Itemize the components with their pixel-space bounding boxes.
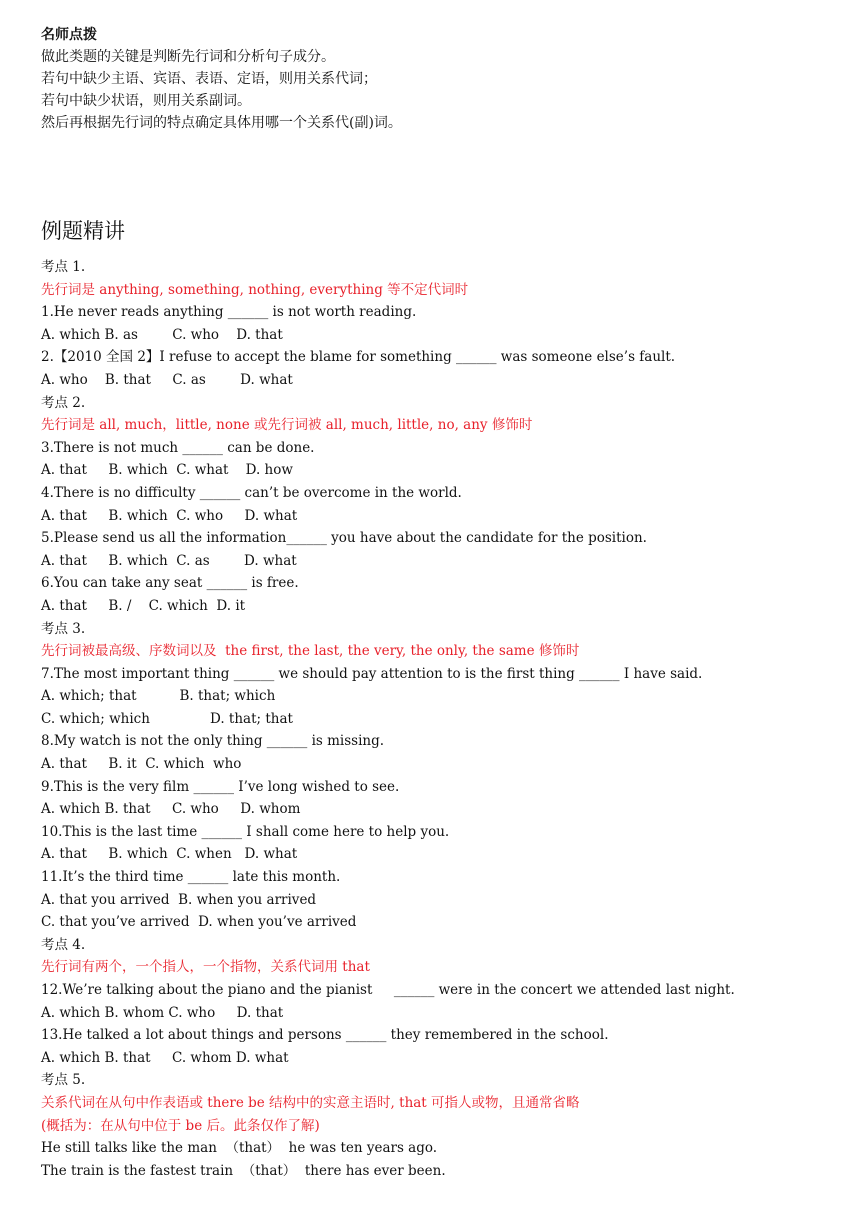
exercise-line: 9.This is the very film ______ I’ve long wished to see.: [41, 778, 400, 795]
document-page: [41, 24, 841, 1182]
exercise-line: A. which; that B. that; which: [41, 688, 276, 705]
exercise-line: 13.He talked a lot about things and persons ______ they remembered in the school.: [41, 1027, 609, 1044]
exercise-line: A. who B. that C. as D. what: [41, 371, 293, 388]
exercise-line: A. which B. that C. who D. whom: [41, 801, 301, 818]
exercise-line: 7.The most important thing ______ we should pay attention to is the first thing ______ I have said.: [41, 665, 703, 682]
exercise-line: He still talks like the man （that） he was ten years ago.: [41, 1140, 438, 1157]
tip-line: 做此类题的关键是判断先行词和分析句子成分。: [41, 49, 335, 65]
exercise-line: 8.My watch is not the only thing ______ is missing.: [41, 733, 385, 750]
exercise-line: A. that B. it C. which who: [41, 756, 242, 773]
section-title: 例题精讲: [41, 219, 125, 243]
exercise-line: 考点 4.: [41, 936, 86, 953]
exercise-line: C. which; which D. that; that: [41, 710, 293, 727]
exercise-line: 6.You can take any seat ______ is free.: [41, 575, 299, 592]
exercise-line: A. that you arrived B. when you arrived: [41, 891, 317, 908]
exercise-line: 5.Please send us all the information______ you have about the candidate for the position.: [41, 530, 647, 547]
tip-line: 若句中缺少状语，则用关系副词。: [41, 93, 251, 109]
key-point-description: (概括为：在从句中位于 be 后。此条仅作了解): [41, 1117, 320, 1134]
tip-title: 名师点拨: [41, 27, 97, 43]
tip-line: 然后再根据先行词的特点确定具体用哪一个关系代(副)词。: [41, 115, 402, 131]
exercise-line: The train is the fastest train （that） there has ever been.: [41, 1162, 446, 1179]
exercise-line: 12.We’re talking about the piano and the pianist ______ were in the concert we attended last night.: [41, 982, 735, 998]
tip-block: [41, 24, 841, 134]
exercise-line: 3.There is not much ______ can be done.: [41, 439, 315, 456]
exercise-line: A. that B. which C. when D. what: [41, 846, 298, 863]
key-point-description: 先行词被最高级、序数词以及 the first, the last, the very, the only, the same 修饰时: [41, 643, 580, 660]
key-point-description: 先行词是 anything, something, nothing, everything 等不定代词时: [41, 281, 469, 298]
exercise-line: A. which B. that C. whom D. what: [41, 1049, 289, 1066]
exercise-line: 4.There is no difficulty ______ can’t be overcome in the world.: [41, 484, 462, 501]
exercise-line: A. that B. / C. which D. it: [41, 597, 246, 614]
exercise-line: A. that B. which C. what D. how: [41, 462, 293, 479]
tip-line: 若句中缺少主语、宾语、表语、定语，则用关系代词；: [41, 71, 377, 87]
key-point-description: 关系代词在从句中作表语或 there be 结构中的实意主语时, that 可指人或物，且通常省略: [41, 1094, 580, 1111]
exercise-line: 1.He never reads anything ______ is not worth reading.: [41, 304, 417, 321]
exercise-list: [41, 256, 841, 1182]
exercise-line: 考点 5.: [41, 1072, 86, 1089]
key-point-description: 先行词有两个，一个指人，一个指物，关系代词用 that: [41, 959, 370, 976]
exercise-line: A. that B. which C. as D. what: [41, 552, 297, 569]
key-point-description: 先行词是 all, much，little, none 或先行词被 all, much, little, no, any 修饰时: [41, 417, 533, 434]
exercise-line: A. that B. which C. who D. what: [41, 507, 298, 524]
exercise-line: 考点 3.: [41, 620, 86, 637]
exercise-line: A. which B. as C. who D. that: [41, 326, 283, 343]
exercise-line: 11.It’s the third time ______ late this month.: [41, 869, 341, 886]
exercise-line: A. which B. whom C. who D. that: [41, 1004, 284, 1021]
exercise-line: C. that you’ve arrived D. when you’ve arrived: [41, 914, 357, 931]
exercise-line: 考点 2.: [41, 394, 86, 411]
exercise-line: 2.【2010 全国 2】I refuse to accept the blame for something ______ was someone else’s fault.: [41, 349, 676, 366]
exercise-line: 10.This is the last time ______ I shall come here to help you.: [41, 823, 450, 840]
exercise-line: 考点 1.: [41, 259, 86, 275]
